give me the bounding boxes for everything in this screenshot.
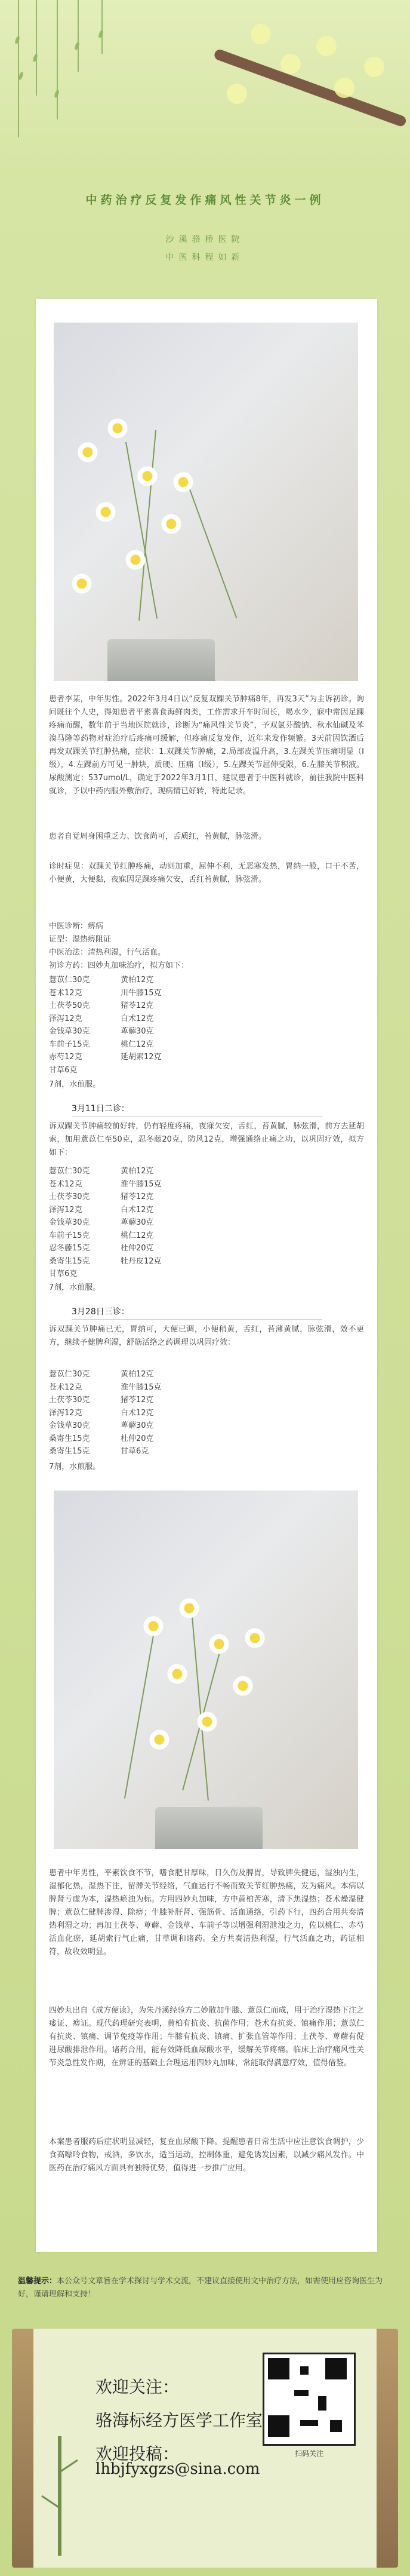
prescription-row — [49, 1419, 162, 1433]
prescription-row — [49, 999, 162, 1013]
visit3-label: 三诊： — [104, 1307, 130, 1317]
herb-right: 杜仲20克 — [121, 1434, 154, 1443]
warm-tip-text: 本公众号文章旨在学术探讨与学术交流，不建议直接使用文中治疗方法，如需使用应咨询医生为好，谨请理解和支持！ — [18, 2277, 383, 2299]
diagnosis-line: 中医治法：清热利湿，行气活血。 — [49, 948, 166, 957]
herb-right: 猪苓12克 — [121, 1001, 154, 1010]
blossom-icon — [334, 78, 354, 98]
herb-left: 金钱草30克 — [49, 1218, 90, 1227]
prescription-row — [49, 1051, 162, 1064]
leaf-icon — [32, 53, 38, 62]
herb-right: 黄柏12克 — [121, 976, 154, 985]
discussion-3: 本案患者服药后症状明显减轻，复查血尿酸下降。提醒患者日常生活中应注意饮食调护，少食高嘌呤食物，戒酒，多饮水，适当运动，控制体重，避免诱发因素，以减少痛风发作。中医药在治疗痛风方面具有独特优势，值得进一步推广应用。 — [49, 2138, 364, 2173]
leaf-icon — [98, 29, 104, 38]
visit2-text: 诉双踝关节肿痛较前好转，仍有轻度疼痛，夜寐欠安，舌红，苔黄腻，脉弦滑，前方去延胡索，加用薏苡仁至50克，忍冬藤20克，防风12克，增强通络止痛之功，以巩固疗效，拟方如下： — [49, 1122, 364, 1157]
herb-left: 甘草6克 — [49, 1065, 78, 1075]
discussion-2: 四妙丸出自《成方便读》，为朱丹溪经验方二妙散加牛膝、薏苡仁而成，用于治疗湿热下注之痿证、痹证。现代药理研究表明，黄柏有抗炎、抗菌作用；苍术有抗炎、镇痛作用；薏苡仁有抗炎、镇痛、调节免疫等作用；牛膝有抗炎、镇痛、扩张血管等作用；土茯苓、萆薢有促进尿酸排泄作用。诸药合用，能有效降低血尿酸水平，缓解关节疼痛。临床上治疗痛风性关节炎急性发作期，在辨证的基础上合理运用四妙丸加味，常能取得满意疗效，值得借鉴。 — [49, 2006, 364, 2068]
herb-right: 甘草6克 — [121, 1447, 149, 1456]
chamomile-photo-2 — [54, 1491, 358, 1849]
herb-left: 土茯苓30克 — [49, 1192, 90, 1201]
herb-left: 苍术12克 — [49, 1179, 82, 1189]
herb-left: 泽泻12克 — [49, 1205, 82, 1215]
visit3-heading — [72, 1305, 322, 1320]
article-title: 中药治疗反复发作痛风性关节炎一例 — [85, 194, 325, 207]
prescription-row — [49, 1025, 162, 1038]
herb-left: 忍冬藤15克 — [49, 1244, 90, 1253]
scroll-roller-left — [12, 2329, 33, 2568]
herb-left: 桑寄生15克 — [49, 1447, 90, 1456]
author-name: 中医科程如新 — [165, 253, 245, 262]
herb-left: 薏苡仁30克 — [49, 1167, 90, 1176]
herb-right: 黄柏12克 — [121, 1370, 154, 1379]
prescription-row — [49, 1216, 162, 1229]
visit2-label: 二诊： — [104, 1104, 130, 1114]
herb-left: 土茯苓30克 — [49, 1396, 90, 1404]
discussion-1: 患者中年男性，平素饮食不节，嗜食肥甘厚味，日久伤及脾胃，导致脾失健运，湿浊内生，湿郁化热，湿热下注，留滞关节经络，气血运行不畅而致关节红肿热痛，发为痛风。本病以脾肾亏虚为本，湿热瘀浊为标。方用四妙丸加味，方中黄柏苦寒，清下焦湿热；苍术燥湿健脾；薏苡仁健脾渗湿、除痹；牛膝补肝肾、强筋骨、活血通络，引药下行，四药合用共奏清热利湿之功；再加土茯苓、萆薢、金钱草、车前子等以增强利湿泄浊之力，佐以桃仁、赤芍活血化瘀，延胡索行气止痛，甘草调和诸药。全方共奏清热利湿，行气活血之功，药证相符，故收效明显。 — [49, 1869, 364, 1956]
blossom-icon — [251, 24, 271, 44]
herb-right: 淮牛膝15克 — [121, 1382, 162, 1392]
prescription-row — [49, 1268, 162, 1281]
blossom-icon — [316, 36, 337, 56]
footer-studio-name: 骆海标经方医学工作室 — [95, 2411, 263, 2430]
visit3-date: 3月28日 — [72, 1307, 104, 1317]
willow-strand — [18, 0, 19, 137]
herb-right: 桃仁12克 — [121, 1039, 154, 1049]
herb-left: 泽泻12克 — [49, 1014, 82, 1023]
prescription-row — [49, 1381, 162, 1394]
herb-right: 杜仲20克 — [121, 1244, 154, 1253]
herb-right: 白术12克 — [121, 1408, 154, 1418]
prescription-row — [49, 1242, 162, 1255]
herb-right: 猪苓12克 — [121, 1396, 154, 1404]
visit1-analysis: 诊时症见：双踝关节红肿疼痛，动则加重，屈伸不利，无恶寒发热，胃纳一般，口干不苦，小便黄，大便黏，夜寐因足踝疼痛欠安，舌红苔黄腻，脉弦滑。 — [49, 862, 364, 884]
chamomile-photo — [54, 323, 358, 681]
leaf-icon — [14, 35, 20, 44]
blossom-icon — [227, 84, 247, 104]
prescription-row — [49, 1038, 162, 1051]
hospital-name: 沙溪骆桥医院 — [165, 235, 245, 244]
leaf-icon — [54, 89, 60, 98]
herb-right: 黄柏12克 — [121, 1167, 154, 1176]
case-intro: 患者李某，中年男性。2022年3月4日以“反复双踝关节肿痛8年，再发3天”为主诉初诊。询问既往个人史，得知患者平素喜食海鲜肉类，工作需求开车时间长，喝水少，寐中常因足踝疼痛而醒，数年前于当地医院就诊，诊断为“痛风性关节炎”，予双氯芬酸钠、秋水仙碱及苯溴马隆等药物对症治疗后疼痛可缓解，但疼痛反复发作，近年来发作频繁。3天前因饮酒后再发双踝关节红肿热痛，症状：1.双踝关节肿痛，2.局部皮温升高，3.左踝关节压痛明显（Ⅰ级），4.左踝前方可见一肿块，质硬、压痛（Ⅰ级），5.左踝关节屈伸受限，6.左膝关节积液。尿酸测定：537umol/L，确定于2022年3月1日，建议患者于中医科就诊，前往我院中医科就诊，予以中药内服外敷治疗，现病情已好转，特此记录。 — [49, 695, 364, 796]
visit2-prescription — [49, 1165, 162, 1281]
visit2-date: 3月11日 — [72, 1104, 104, 1114]
diagnosis-line: 证型：湿热痹阻证 — [49, 935, 112, 944]
article-card — [36, 299, 377, 2252]
herb-right: 延胡索12克 — [121, 1053, 162, 1062]
herb-right: 牡丹皮12克 — [121, 1256, 162, 1266]
herb-left: 赤芍12克 — [49, 1053, 82, 1062]
prescription-row — [49, 1394, 162, 1407]
prescription-row — [49, 987, 162, 1000]
visit1-tcm: 患者自觉周身困重乏力、饮食尚可，舌质红，苔黄腻，脉弦滑。 — [49, 832, 267, 841]
qr-label: 扫码关注 — [294, 2449, 323, 2458]
herb-left: 金钱草30克 — [49, 1027, 90, 1036]
prescription-row — [49, 1178, 162, 1191]
prescription-row — [49, 974, 162, 987]
prescription-row — [49, 1445, 162, 1458]
prescription-row — [49, 1407, 162, 1420]
willow-strand — [36, 0, 37, 96]
herb-right: 白术12克 — [121, 1014, 154, 1023]
visit2-heading — [72, 1102, 322, 1117]
bamboo-icon — [36, 2436, 84, 2556]
herb-right: 萆薢30克 — [121, 1421, 154, 1430]
warm-tip — [18, 2275, 394, 2301]
prescription-row — [49, 1229, 162, 1243]
footer-email[interactable]: lhbjfyxgzs@sina.com — [95, 2460, 260, 2478]
herb-right: 萆薢30克 — [121, 1027, 154, 1036]
willow-strand — [78, 0, 79, 72]
footer-text — [95, 2370, 263, 2471]
prescription-row — [49, 1064, 162, 1077]
herb-left: 苍术12克 — [49, 988, 82, 998]
visit1-dosage: 7剂，水煎服。 — [49, 1080, 101, 1089]
visit1-diagnosis-lines — [49, 920, 364, 973]
leaf-icon — [74, 41, 80, 50]
herb-left: 桑寄生15克 — [49, 1434, 90, 1443]
visit3-prescription — [49, 1368, 162, 1458]
prescription-row — [49, 1165, 162, 1178]
herb-left: 薏苡仁30克 — [49, 1370, 90, 1379]
herb-right: 猪苓12克 — [121, 1192, 154, 1201]
prescription-row — [49, 1368, 162, 1381]
herb-left: 桑寄生15克 — [49, 1256, 90, 1266]
herb-left: 土茯苓50克 — [49, 1001, 90, 1010]
blossom-icon — [280, 54, 301, 74]
diagnosis-line: 中医诊断：痹病 — [49, 922, 104, 931]
footer-welcome-line: 欢迎关注： — [95, 2377, 180, 2397]
herb-left: 泽泻12克 — [49, 1408, 82, 1418]
prescription-row — [49, 1191, 162, 1204]
visit1-prescription — [49, 974, 162, 1077]
scroll-roller-right — [377, 2329, 398, 2568]
herb-left: 薏苡仁30克 — [49, 976, 90, 985]
herb-left: 金钱草30克 — [49, 1421, 90, 1430]
visit2-dosage: 7剂，水煎服。 — [49, 1283, 101, 1292]
visit3-text: 诉双踝关节肿痛已无，胃纳可，大便已调，小便稍黄，舌红，苔薄黄腻，脉弦滑，效不更方，继续予健脾利湿，舒筋活络之药调理以巩固疗效： — [49, 1325, 364, 1347]
qr-code[interactable] — [263, 2353, 356, 2446]
herb-left: 车前子15克 — [49, 1231, 90, 1240]
visit3-dosage: 7剂，水煎服。 — [49, 1462, 101, 1471]
herb-right: 白术12克 — [121, 1205, 154, 1215]
willow-strand — [101, 0, 103, 54]
herb-left: 车前子15克 — [49, 1039, 90, 1049]
herb-right: 淮牛膝15克 — [121, 1179, 162, 1189]
blossom-icon — [364, 57, 384, 77]
prescription-row — [49, 1433, 162, 1446]
prescription-row — [49, 1255, 162, 1268]
willow-strand — [57, 0, 58, 119]
herb-right: 川牛膝15克 — [121, 988, 162, 998]
herb-left: 甘草6克 — [49, 1269, 78, 1278]
diagnosis-line: 初诊方药：四妙丸加味治疗，拟方如下： — [49, 961, 189, 970]
warm-tip-label: 温馨提示： — [18, 2277, 57, 2286]
footer-submit-label: 欢迎投稿： — [95, 2444, 180, 2464]
footer-banner — [12, 2329, 398, 2568]
herb-right: 萆薢30克 — [121, 1218, 154, 1227]
prescription-row — [49, 1204, 162, 1217]
prescription-row — [49, 1013, 162, 1026]
herb-left: 苍术12克 — [49, 1382, 82, 1392]
herb-right: 桃仁12克 — [121, 1231, 154, 1240]
header-illustration — [0, 0, 410, 161]
